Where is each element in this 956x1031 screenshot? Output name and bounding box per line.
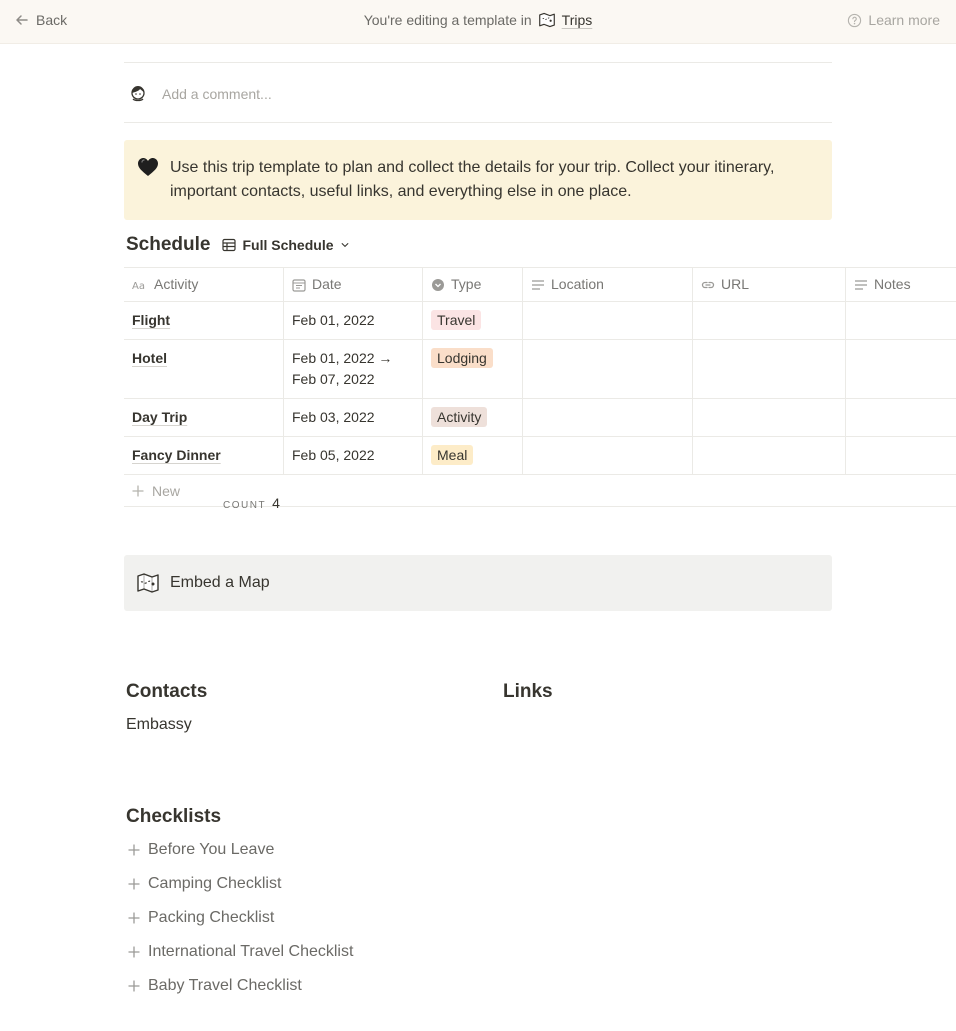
- checklist-item[interactable]: [128, 875, 281, 893]
- select-icon: [431, 278, 445, 292]
- black-heart-icon: [137, 157, 159, 177]
- activity-title[interactable]: Flight: [132, 312, 171, 328]
- table-row[interactable]: [124, 398, 956, 436]
- top-bar: [0, 0, 956, 44]
- url-cell[interactable]: [693, 437, 846, 474]
- column-header-label: Date: [312, 276, 342, 292]
- activity-cell: [124, 302, 284, 339]
- plus-icon: [128, 878, 140, 890]
- checklist-item[interactable]: [128, 909, 274, 927]
- callout: [124, 140, 832, 220]
- map-icon: [538, 12, 556, 28]
- column-header-label: Location: [551, 276, 604, 292]
- trips-link-label: Trips: [561, 12, 593, 28]
- table-row[interactable]: [124, 301, 956, 339]
- links-heading: Links: [503, 681, 553, 702]
- column-header-notes[interactable]: [846, 268, 956, 301]
- schedule-title: Schedule: [126, 234, 211, 255]
- type-tag: Activity: [431, 407, 487, 427]
- text-property-icon: [854, 278, 868, 292]
- checklists-heading: Checklists: [126, 806, 222, 827]
- svg-text:Aa: Aa: [132, 280, 145, 292]
- location-cell[interactable]: [523, 399, 693, 436]
- plus-icon: [128, 980, 140, 992]
- avatar: [128, 84, 148, 104]
- count-aggregate[interactable]: [223, 495, 280, 511]
- date-end-value: Feb 07, 2022: [292, 371, 375, 387]
- schedule-header: [126, 234, 350, 256]
- date-value: Feb 01, 2022: [292, 312, 375, 328]
- type-cell[interactable]: [423, 302, 523, 339]
- notes-cell[interactable]: [846, 340, 956, 398]
- comment-row: [124, 80, 832, 108]
- trips-link[interactable]: [538, 12, 593, 28]
- view-selector-label: Full Schedule: [242, 237, 334, 253]
- url-cell[interactable]: [693, 399, 846, 436]
- column-header-type[interactable]: [423, 268, 523, 301]
- date-value: Feb 05, 2022: [292, 447, 375, 463]
- activity-cell: [124, 399, 284, 436]
- notes-cell[interactable]: [846, 399, 956, 436]
- plus-icon: [132, 485, 144, 497]
- embed-map-block[interactable]: [124, 555, 832, 611]
- checklist-item[interactable]: [128, 943, 353, 961]
- divider: [124, 62, 832, 63]
- title-property-icon: [132, 278, 148, 292]
- activity-title[interactable]: Hotel: [132, 350, 167, 366]
- count-value: 4: [272, 495, 280, 511]
- plus-icon: [128, 844, 140, 856]
- column-header-activity[interactable]: [124, 268, 284, 301]
- map-icon: [136, 572, 160, 594]
- type-cell[interactable]: [423, 399, 523, 436]
- type-tag: Meal: [431, 445, 473, 465]
- date-cell[interactable]: [284, 302, 423, 339]
- column-header-label: URL: [721, 276, 750, 292]
- checklist-item[interactable]: [128, 977, 302, 995]
- contact-item[interactable]: Embassy: [126, 716, 192, 733]
- schedule-table: [124, 267, 956, 507]
- link-icon: [701, 278, 715, 292]
- activity-cell: [124, 340, 284, 398]
- comment-input[interactable]: Add a comment...: [162, 86, 272, 102]
- table-icon: [222, 238, 236, 252]
- column-header-date[interactable]: [284, 268, 423, 301]
- calendar-icon: [292, 278, 306, 292]
- column-header-label: Notes: [874, 276, 911, 292]
- date-cell[interactable]: [284, 437, 423, 474]
- type-tag: Lodging: [431, 348, 493, 368]
- new-row-label: New: [152, 482, 181, 499]
- notes-cell[interactable]: [846, 437, 956, 474]
- help-circle-icon: [847, 13, 862, 28]
- location-cell[interactable]: [523, 302, 693, 339]
- text-property-icon: [531, 278, 545, 292]
- notes-cell[interactable]: [846, 302, 956, 339]
- url-cell[interactable]: [693, 302, 846, 339]
- url-cell[interactable]: [693, 340, 846, 398]
- location-cell[interactable]: [523, 437, 693, 474]
- back-label: Back: [36, 12, 68, 28]
- activity-title[interactable]: Day Trip: [132, 409, 188, 425]
- learn-more-button[interactable]: [847, 12, 940, 28]
- count-label: COUNT: [223, 500, 267, 511]
- activity-cell: [124, 437, 284, 474]
- date-value: Feb 01, 2022 →: [292, 350, 393, 366]
- divider: [124, 122, 832, 123]
- type-tag: Travel: [431, 310, 481, 330]
- chevron-down-icon: [340, 240, 350, 250]
- checklist-label: International Travel Checklist: [148, 943, 354, 960]
- column-header-location[interactable]: [523, 268, 693, 301]
- column-header-url[interactable]: [693, 268, 846, 301]
- learn-more-label: Learn more: [868, 12, 940, 28]
- type-cell[interactable]: [423, 437, 523, 474]
- table-row[interactable]: [124, 339, 956, 398]
- checklist-label: Camping Checklist: [148, 875, 282, 892]
- checklist-label: Before You Leave: [148, 841, 275, 858]
- column-header-label: Activity: [154, 276, 199, 292]
- date-cell[interactable]: [284, 340, 423, 398]
- callout-text: Use this trip template to plan and collect the details for your trip. Collect your itinerary, important contacts, useful links, and everything else in one place.: [170, 159, 775, 200]
- template-banner: [0, 12, 956, 28]
- embed-map-label: Embed a Map: [170, 574, 270, 591]
- banner-text: You're editing a template in: [363, 12, 532, 28]
- checklist-label: Baby Travel Checklist: [148, 977, 302, 994]
- date-cell[interactable]: [284, 399, 423, 436]
- column-header-label: Type: [451, 276, 482, 292]
- type-cell[interactable]: [423, 340, 523, 398]
- contacts-heading: Contacts: [126, 681, 208, 702]
- table-header-row: [124, 267, 956, 301]
- activity-title[interactable]: Fancy Dinner: [132, 447, 221, 463]
- plus-icon: [128, 946, 140, 958]
- checklist-item[interactable]: [128, 841, 274, 859]
- checklist-label: Packing Checklist: [148, 909, 275, 926]
- location-cell[interactable]: [523, 340, 693, 398]
- plus-icon: [128, 912, 140, 924]
- table-row[interactable]: [124, 436, 956, 474]
- view-selector-button[interactable]: [222, 237, 349, 253]
- date-value: Feb 03, 2022: [292, 409, 375, 425]
